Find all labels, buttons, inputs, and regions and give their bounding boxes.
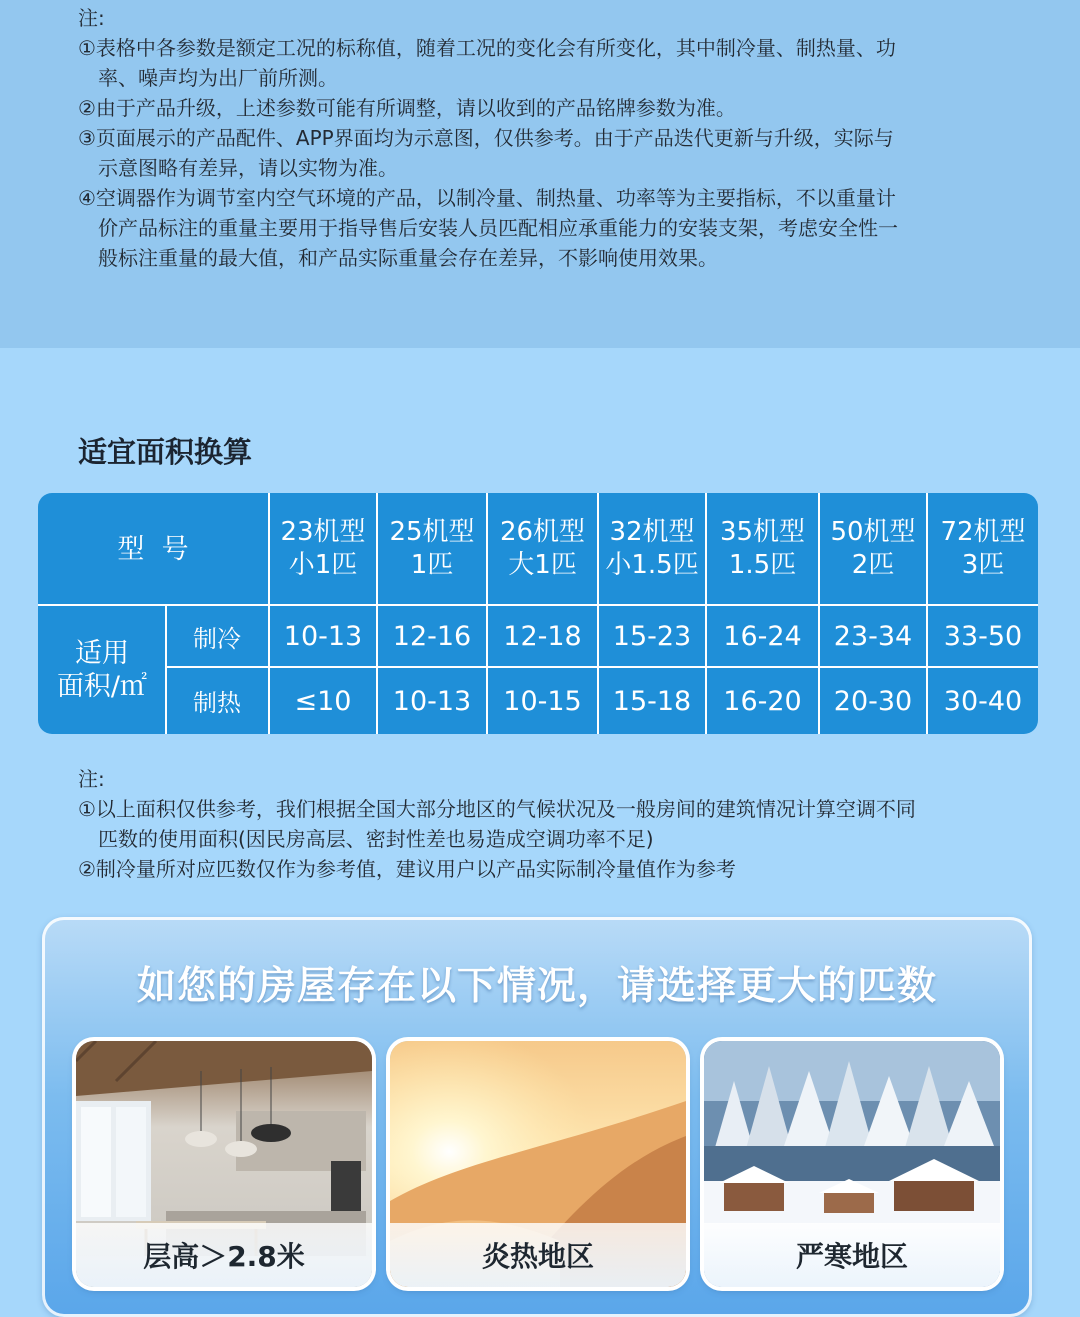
model-horsepower: 小1匹 bbox=[288, 549, 358, 580]
panel-title: 如您的房屋存在以下情况，请选择更大的匹数 bbox=[136, 964, 937, 1009]
model-name: 72机型 bbox=[940, 516, 1026, 547]
cool-area-value: 15-23 bbox=[612, 620, 692, 652]
grid-line bbox=[926, 493, 928, 734]
heat-area-value: 30-40 bbox=[943, 685, 1023, 717]
cool-area-value: 33-50 bbox=[943, 620, 1023, 652]
model-horsepower: 1匹 bbox=[410, 549, 454, 580]
note-line: ④空调器作为调节室内空气环境的产品，以制冷量、制热量、功率等为主要指标，不以重量计 bbox=[78, 186, 896, 210]
model-column-header bbox=[928, 493, 1038, 604]
area-label bbox=[38, 605, 166, 734]
section-title: 适宜面积换算 bbox=[78, 435, 253, 469]
grid-line bbox=[268, 493, 270, 734]
heat-area-value: 10-13 bbox=[392, 685, 472, 717]
model-column-header bbox=[820, 493, 926, 604]
note-heading: 注: bbox=[78, 767, 105, 791]
grid-line bbox=[38, 604, 1038, 606]
note-line: ①以上面积仅供参考，我们根据全国大部分地区的气候状况及一般房间的建筑情况计算空调不同 bbox=[78, 797, 916, 821]
card-hot-region bbox=[390, 1041, 686, 1287]
grid-line bbox=[165, 605, 167, 734]
model-column-header bbox=[707, 493, 818, 604]
card-label: 层高＞2.8米 bbox=[76, 1223, 372, 1287]
card-label: 严寒地区 bbox=[704, 1223, 1000, 1287]
model-column-header bbox=[488, 493, 597, 604]
area-label-line2: 面积/㎡ bbox=[56, 670, 148, 702]
note-line: ①表格中各参数是额定工况的标称值，随着工况的变化会有所变化，其中制冷量、制热量、功 bbox=[78, 36, 896, 60]
model-horsepower: 大1匹 bbox=[508, 549, 577, 580]
model-name: 35机型 bbox=[719, 516, 806, 547]
model-horsepower: 1.5匹 bbox=[728, 549, 797, 580]
card-label: 炎热地区 bbox=[390, 1223, 686, 1287]
cool-area-value: 12-18 bbox=[503, 620, 582, 652]
model-header bbox=[38, 493, 268, 605]
cool-area-value: 23-34 bbox=[833, 620, 913, 652]
model-horsepower: 2匹 bbox=[851, 549, 895, 580]
card-high-ceiling bbox=[76, 1041, 372, 1287]
note-line: 般标注重量的最大值，和产品实际重量会存在差异，不影响使用效果。 bbox=[98, 246, 718, 270]
model-header-label: 型 号 bbox=[117, 533, 189, 565]
top-notes-band bbox=[0, 0, 1080, 348]
heat-row-label: 制热 bbox=[193, 689, 241, 717]
bottom-notes bbox=[78, 764, 1018, 884]
cool-area-value: 10-13 bbox=[283, 620, 363, 652]
model-name: 23机型 bbox=[280, 516, 366, 547]
model-column-header bbox=[599, 493, 705, 604]
note-line: ②由于产品升级，上述参数可能有所调整，请以收到的产品铭牌参数为准。 bbox=[78, 96, 736, 120]
model-column-header bbox=[270, 493, 376, 604]
card-cold-region bbox=[704, 1041, 1000, 1287]
model-name: 25机型 bbox=[389, 516, 475, 547]
model-name: 50机型 bbox=[830, 516, 916, 547]
area-label-line1: 适用 bbox=[75, 637, 129, 669]
grid-line bbox=[376, 493, 378, 734]
note-line: 示意图略有差异，请以实物为准。 bbox=[98, 156, 398, 180]
heat-area-value: 10-15 bbox=[503, 685, 582, 717]
top-notes bbox=[78, 3, 1018, 273]
cool-area-value: 16-24 bbox=[723, 620, 802, 652]
recommendation-panel bbox=[42, 917, 1032, 1317]
note-line: 匹数的使用面积(因民房高层、密封性差也易造成空调功率不足) bbox=[98, 827, 654, 851]
note-line: 率、噪声均为出厂前所测。 bbox=[98, 66, 338, 90]
heat-area-value: 20-30 bbox=[833, 685, 913, 717]
model-horsepower: 小1.5匹 bbox=[605, 549, 699, 580]
note-line: ③页面展示的产品配件、APP界面均为示意图，仅供参考。由于产品迭代更新与升级，实际与 bbox=[78, 126, 894, 150]
heat-area-value: 16-20 bbox=[723, 685, 802, 717]
note-line: 价产品标注的重量主要用于指导售后安装人员匹配相应承重能力的安装支架，考虑安全性一 bbox=[98, 216, 898, 240]
model-name: 26机型 bbox=[499, 516, 586, 547]
heat-area-value: ≤10 bbox=[294, 685, 352, 717]
area-conversion-table bbox=[38, 493, 1038, 734]
model-name: 32机型 bbox=[609, 516, 695, 547]
cool-row-label: 制冷 bbox=[193, 624, 241, 653]
cool-area-value: 12-16 bbox=[392, 620, 472, 652]
grid-line bbox=[818, 493, 820, 734]
grid-line bbox=[705, 493, 707, 734]
model-column-header bbox=[378, 493, 486, 604]
grid-line bbox=[486, 493, 488, 734]
grid-line bbox=[597, 493, 599, 734]
heat-area-value: 15-18 bbox=[612, 685, 692, 717]
grid-line bbox=[166, 666, 1038, 668]
note-line: ②制冷量所对应匹数仅作为参考值，建议用户以产品实际制冷量值作为参考 bbox=[78, 857, 736, 881]
model-horsepower: 3匹 bbox=[961, 549, 1005, 580]
note-heading: 注: bbox=[78, 6, 105, 30]
